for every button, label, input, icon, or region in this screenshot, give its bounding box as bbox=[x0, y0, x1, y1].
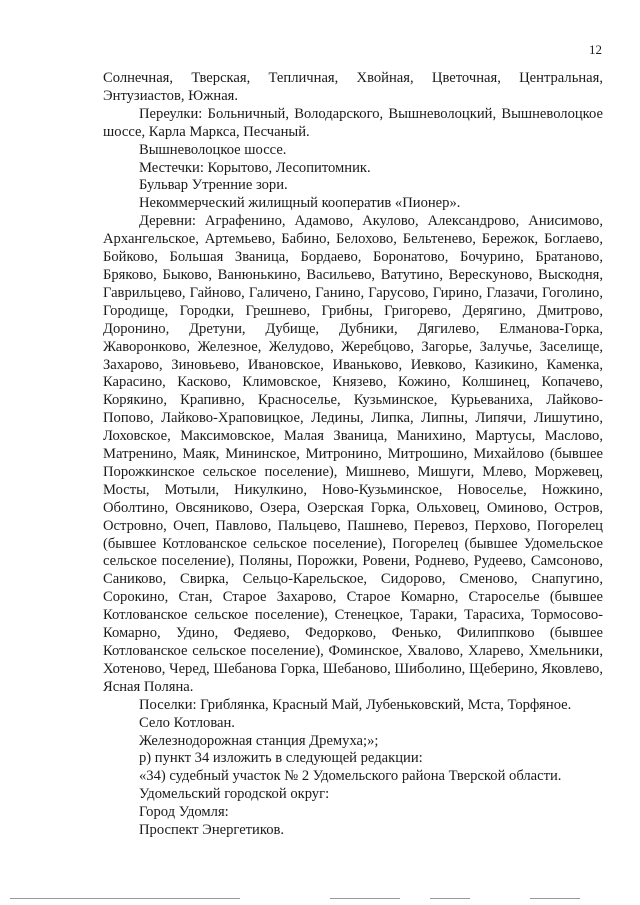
paragraph-item-r: р) пункт 34 изложить в следующей редакции: bbox=[139, 750, 423, 767]
scan-artifact-bottom bbox=[0, 890, 640, 905]
paragraph-city-udomlya: Город Удомля: bbox=[139, 804, 229, 821]
paragraph-court-section: «34) судебный участок № 2 Удомельского района Тверской области. bbox=[139, 768, 562, 785]
paragraph-cooperative: Некоммерческий жилищный кооператив «Пионер». bbox=[139, 195, 461, 212]
paragraph-lanes: Переулки: Больничный, Володарского, Вышневолоцкий, Вышневолоцкое шоссе, Карла Маркса, Песчаный. bbox=[103, 105, 603, 140]
paragraph-boulevard: Бульвар Утренние зори. bbox=[139, 177, 288, 194]
paragraph-energetikov-avenue: Проспект Энергетиков. bbox=[139, 822, 285, 839]
paragraph-localities: Местечки: Корытово, Лесопитомник. bbox=[139, 159, 371, 176]
document-body bbox=[103, 70, 603, 840]
paragraph-streets-continued: Солнечная, Тверская, Тепличная, Хвойная, Цветочная, Центральная, Энтузиастов, Южная. bbox=[103, 70, 603, 104]
paragraph-railway-station: Железнодорожная станция Дремуха;»; bbox=[139, 732, 379, 749]
paragraph-highway: Вышневолоцкое шоссе. bbox=[139, 141, 287, 158]
page-number: 12 bbox=[589, 42, 602, 57]
paragraph-settlements: Поселки: Гриблянка, Красный Май, Лубеньковский, Мста, Торфяное. bbox=[139, 696, 572, 713]
paragraph-villages: Деревни: Аграфенино, Адамово, Акулово, Александрово, Анисимово, Архангельское, Артемьево, Бабино, Белохово, Бельтенево, Бережок, Боглаево, Бойково, Большая Званица, Бордаево, Боронатово, Бочурино, Братаново, Бряково, Быково, Ванюнькино, Васильево, Ватутино, Верескуново, Выскодня, Гаврильцево, Гайново, Галичено, Ганино, Гарусово, Гирино, Глазачи, Гоголино, Городище, Городки, Грешнево, Грибны, Григорево, Дерягино, Дмитрово, Доронино, Дретуни, Дубище, Дубники, Дягилево, Елманова-Горка, Жаворонково, Железное, Желудово, Жеребцово, Загорье, Залучье, Заселище, Захарово, Зиновьево, Ивановское, Иваньково, Иевково, Казикино, Каменка, Карасино, Касково, Климовское, Князево, Кожино, Колшинец, Копачево, Корякино, Крапивно, Красноселье, Кузьминское, Курьеваниха, Лайково-Попово, Лайково-Храповицкое, Ледины, Липка, Липны, Липячи, Лишутино, Лоховское, Максимовское, Малая Званица, Манихино, Мартусы, Маслово, Матренино, Маяк, Мининское, Митронино, Митрошино, Михайлово (бывшее Порожкинское сельское поселение), Мишнево, Мишуги, Млево, Моржевец, Мосты, Мотыли, Никулкино, Ново-Кузьминское, Новоселье, Ножкино, Оболтино, Овсяниково, Озера, Озерская Горка, Ольховец, Оминово, Остров, Островно, Очеп, Павлово, Пальцево, Пашнево, Перевоз, Перхово, Погорелец (бывшее Котлованское сельское поселение), Погорелец (бывшее Удомельское сельское поселение), Поляны, Порожки, Ровени, Роднево, Рудеево, Самсоново, Саниково, Свирка, Сельцо-Карельское, Сидорово, Сменово, Снапугино, Сорокино, Стан, Старое Захарово, Старое Комарно, Староселье (бывшее Котлованское сельское поселение), Стенецкое, Тараки, Тарасиха, Тормосово-Комарно, Удино, Федяево, Федорково, Фенько, Филиппково (бывшее Котлованское сельское поселение), Фоминское, Хвалово, Хларево, Хмельники, Хотеново, Черед, Шебанова Горка, Шебаново, Шиболино, Щеберино, Яковлево, Ясная Поляна. bbox=[103, 213, 603, 695]
paragraph-village-kotlovan: Село Котлован. bbox=[139, 714, 235, 731]
paragraph-city-district: Удомельский городской округ: bbox=[139, 786, 330, 803]
